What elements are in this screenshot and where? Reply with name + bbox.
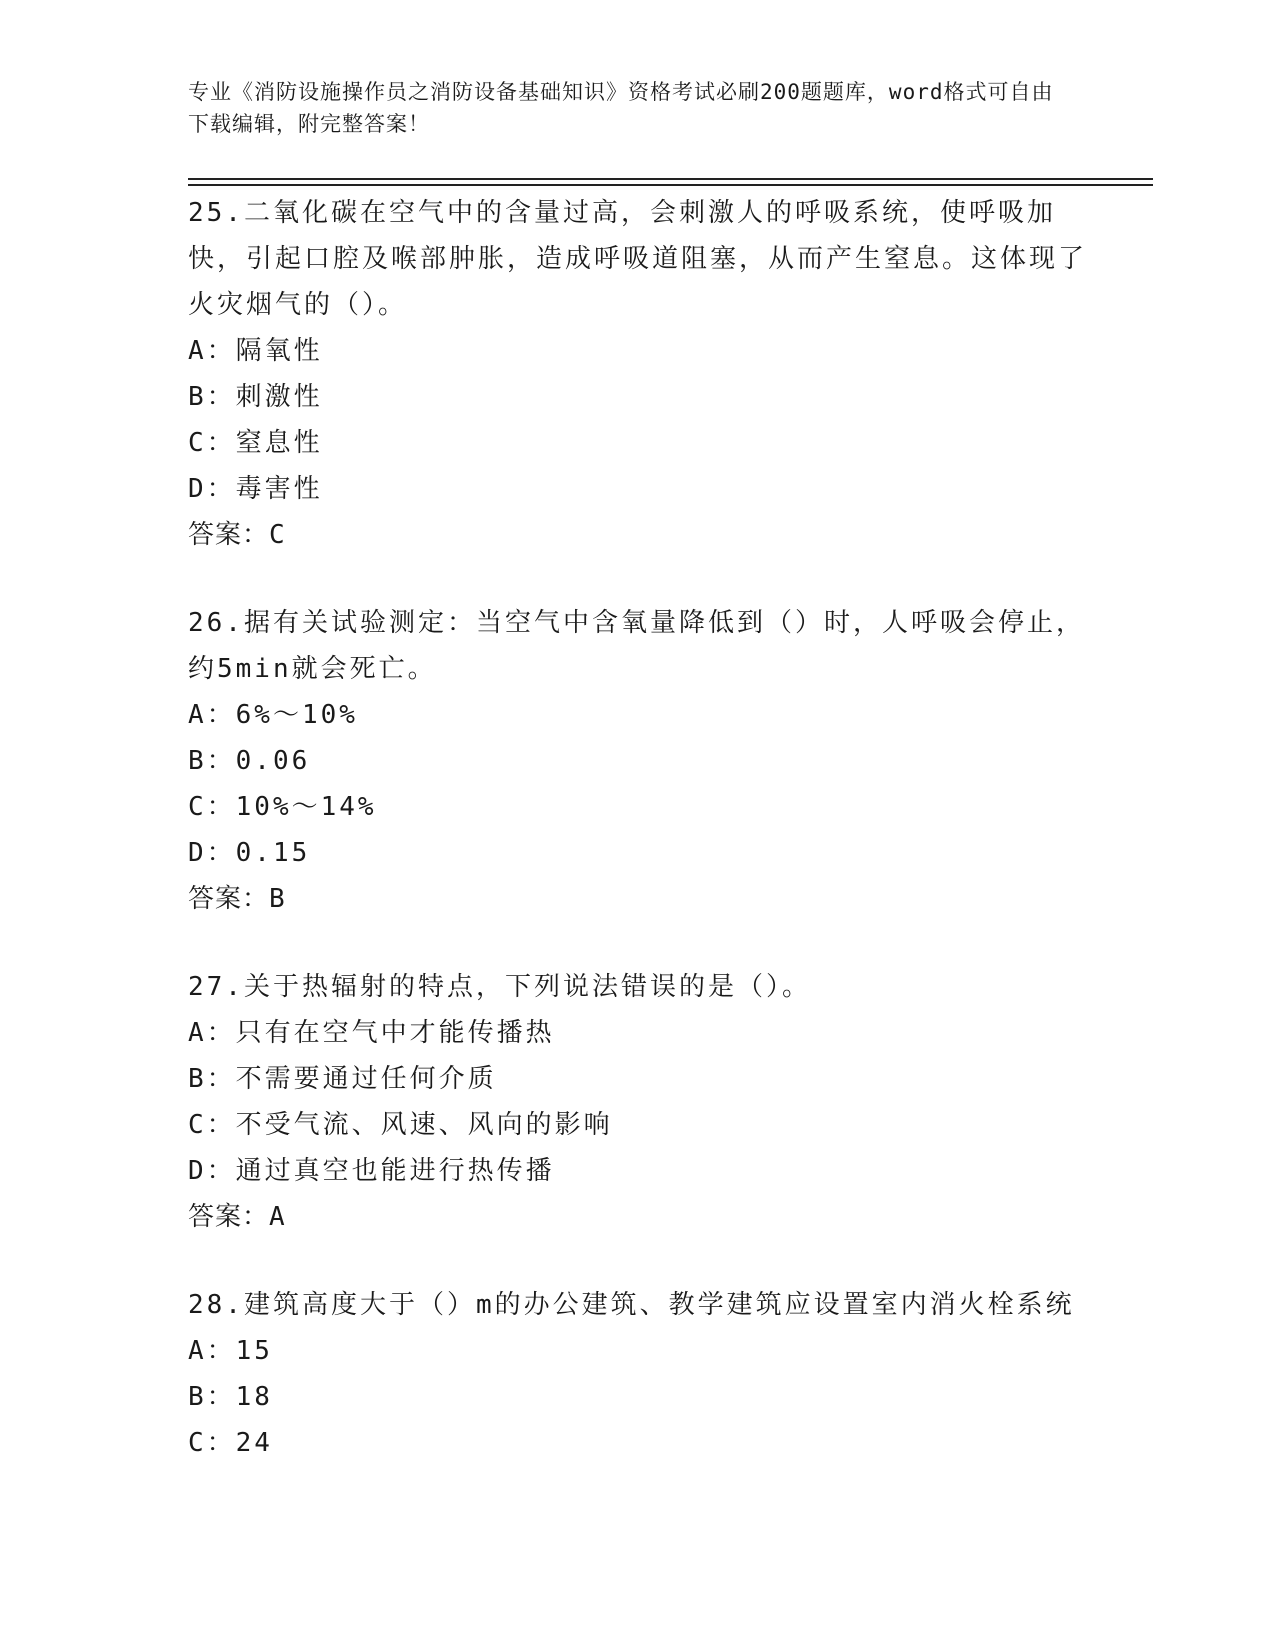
question-26 [188, 600, 1088, 922]
answer-line [188, 1194, 1088, 1240]
question-stem: 27.关于热辐射的特点，下列说法错误的是（）。 [188, 972, 811, 1002]
answer-line [188, 512, 1088, 558]
option-c: C：10%～14% [188, 792, 377, 822]
option-a: A：只有在空气中才能传播热 [188, 1018, 555, 1048]
option-d: D：0.15 [188, 838, 311, 868]
question-stem: 25.二氧化碳在空气中的含量过高，会刺激人的呼吸系统，使呼吸加快，引起口腔及喉部肿胀，造成呼吸道阻塞，从而产生窒息。这体现了火灾烟气的（）。 [188, 198, 1088, 320]
option-b: B：18 [188, 1382, 273, 1412]
answer-label: 答案： [188, 884, 270, 914]
option-b: B：刺激性 [188, 382, 323, 412]
option-a: A：隔氧性 [188, 336, 323, 366]
answer-value: B [269, 884, 286, 914]
document-header: 专业《消防设施操作员之消防设备基础知识》资格考试必刷200题题库，word格式可自由下载编辑，附完整答案！ [188, 80, 1054, 136]
question-25 [188, 190, 1088, 558]
option-c: C：24 [188, 1428, 273, 1458]
option-c: C：不受气流、风速、风向的影响 [188, 1110, 613, 1140]
option-a: A：6%～10% [188, 700, 358, 730]
option-d: D：毒害性 [188, 474, 323, 504]
answer-label: 答案： [188, 520, 270, 550]
question-list [188, 190, 1088, 1508]
question-27 [188, 964, 1088, 1240]
answer-line [188, 876, 1088, 922]
answer-value: C [269, 520, 286, 550]
answer-label: 答案： [188, 1202, 270, 1232]
question-stem: 26.据有关试验测定：当空气中含氧量降低到（）时，人呼吸会停止，约5min就会死亡。 [188, 608, 1085, 684]
option-d: D：通过真空也能进行热传播 [188, 1156, 555, 1186]
option-a: A：15 [188, 1336, 273, 1366]
option-b: B：0.06 [188, 746, 311, 776]
option-c: C：窒息性 [188, 428, 323, 458]
question-stem: 28.建筑高度大于（）m的办公建筑、教学建筑应设置室内消火栓系统 [188, 1290, 1075, 1320]
header-divider-top [188, 178, 1153, 180]
question-28 [188, 1282, 1088, 1466]
option-b: B：不需要通过任何介质 [188, 1064, 497, 1094]
header-divider-bottom [188, 184, 1153, 186]
answer-value: A [269, 1202, 286, 1232]
